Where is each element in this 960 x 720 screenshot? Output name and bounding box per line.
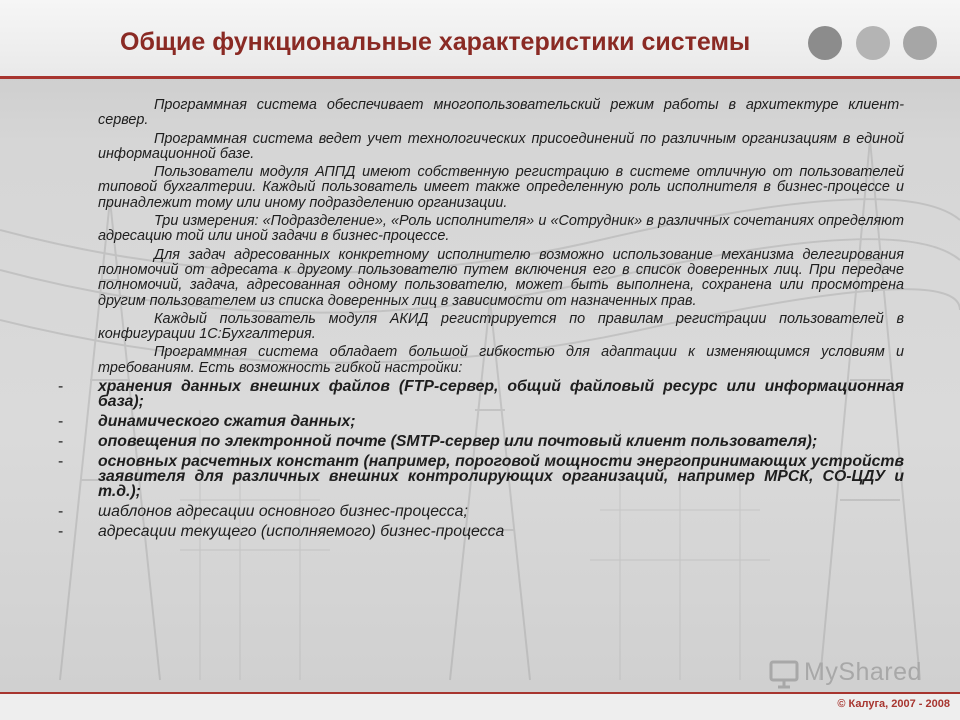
bullet-marker: - [58,503,64,521]
list-item [58,378,904,411]
list-item [58,453,904,501]
bullet-marker: - [58,413,64,431]
paragraph: Пользователи модуля АППД имеют собственную регистрацию в системе отличную от пользователей типовой бухгалтерии. Каждый пользователь имеет также определенную роль исполнителя в бизнес-процессе и принадлежит тому или иному подразделению организации. [98,164,904,211]
decorative-circle-icon [856,26,890,60]
slide-body [58,97,904,544]
list-item-text: адресации текущего (исполняемого) бизнес-процесса [98,523,505,541]
paragraph: Три измерения: «Подразделение», «Роль исполнителя» и «Сотрудник» в различных сочетаниях определяют адресацию той или иной задачи в бизнес-процессе. [98,213,904,245]
watermark-text: MyShared [804,658,922,686]
list-item [58,413,904,431]
header-divider [0,76,960,79]
bullet-marker: - [58,378,64,396]
list-item-text: динамического сжатия данных; [98,413,356,431]
paragraph: Программная система ведет учет технологических присоединений по различным организациям в единой информационной базе. [98,130,904,162]
footer-bar [0,694,960,720]
list-item [58,523,904,541]
paragraph: Программная система обладает большой гибкостью для адаптации к изменяющимся условиям и требованиям. Есть возможность гибкой настройки: [98,344,904,376]
slide-title: Общие функциональные характеристики системы [120,28,751,56]
settings-list [58,378,904,541]
myshared-watermark [768,656,928,692]
list-item-text: хранения данных внешних файлов (FTP-сервер, общий файловый ресурс или информационная база); [98,378,904,411]
bullet-marker: - [58,523,64,541]
list-item-text: основных расчетных констант (например, пороговой мощности энергопринимающих устройств заявителя для различных внешних контролирующих организаций, например МРСК, СО-ЦДУ и т.д.); [98,453,904,501]
list-item [58,433,904,451]
copyright-text: © Калуга, 2007 - 2008 [837,698,950,710]
bullet-marker: - [58,453,64,471]
presentation-screen-icon [768,658,800,690]
paragraph: Программная система обеспечивает многопользовательский режим работы в архитектуре клиент-сервер. [98,97,904,129]
bullet-marker: - [58,433,64,451]
paragraph: Каждый пользователь модуля АКИД регистрируется по правилам регистрации пользователей в конфигурации 1С:Бухгалтерия. [98,310,904,343]
list-item-text: шаблонов адресации основного бизнес-процесса; [98,503,468,521]
decorative-circle-icon [808,26,842,60]
list-item [58,503,904,521]
list-item-text: оповещения по электронной почте (SMTP-сервер или почтовый клиент пользователя); [98,433,818,451]
paragraph: Для задач адресованных конкретному исполнителю возможно использование механизма делегирования полномочий от адресата к другому пользователю путем включения его в список доверенных лиц. При передаче полномочий, задача, адресованная одному пользователю, может быть выполнена, сохранена или просмотрена другим пользователем из списка доверенных лиц в зависимости от назначенных прав. [98,246,904,309]
decorative-circle-icon [903,26,937,60]
